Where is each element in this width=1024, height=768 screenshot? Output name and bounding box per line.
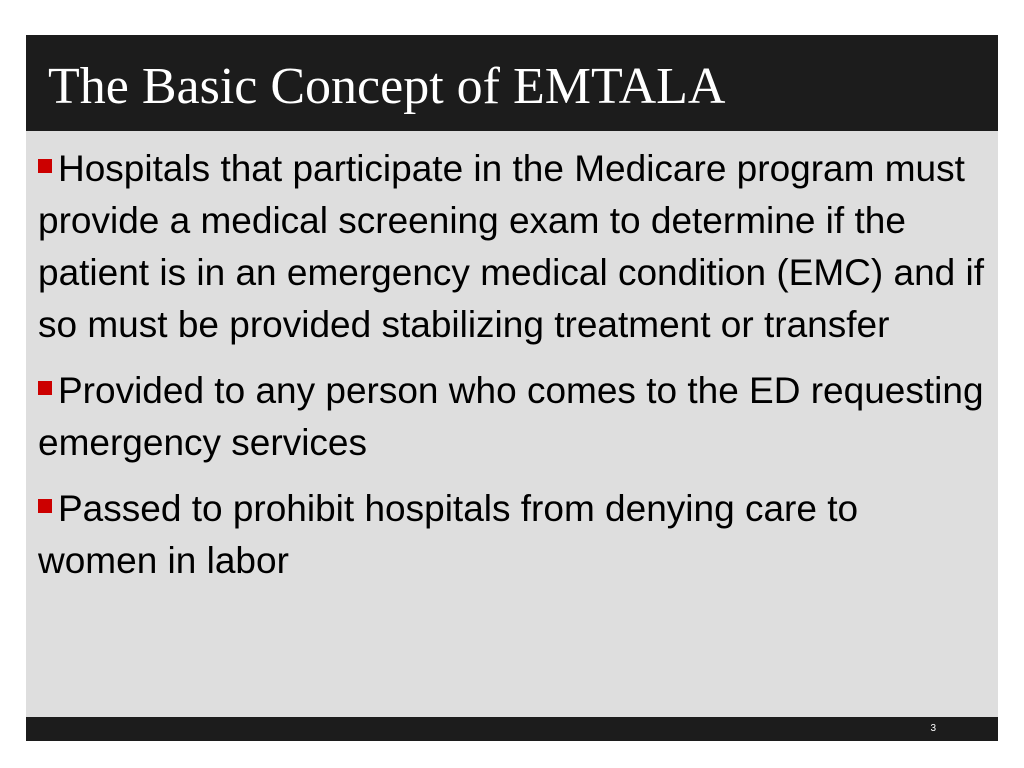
square-bullet-icon [38, 159, 52, 173]
bullet-text: Passed to prohibit hospitals from denying care to women in labor [38, 488, 859, 581]
slide [26, 35, 998, 741]
bullet-list [38, 143, 986, 601]
bullet-text: Provided to any person who comes to the ED requesting emergency services [38, 370, 984, 463]
page-number: 3 [930, 723, 936, 734]
slide-title: The Basic Concept of EMTALA [48, 58, 726, 115]
square-bullet-icon [38, 381, 52, 395]
bullet-text: Hospitals that participate in the Medicare program must provide a medical screening exam to determine if the patient is in an emergency medical condition (EMC) and if so must be provided stabilizing treatment or transfer [38, 148, 985, 345]
bullet-item [38, 143, 986, 351]
footer-bar [26, 717, 998, 741]
bullet-item [38, 365, 986, 469]
square-bullet-icon [38, 499, 52, 513]
bullet-item [38, 483, 986, 587]
title-bar [26, 35, 998, 131]
